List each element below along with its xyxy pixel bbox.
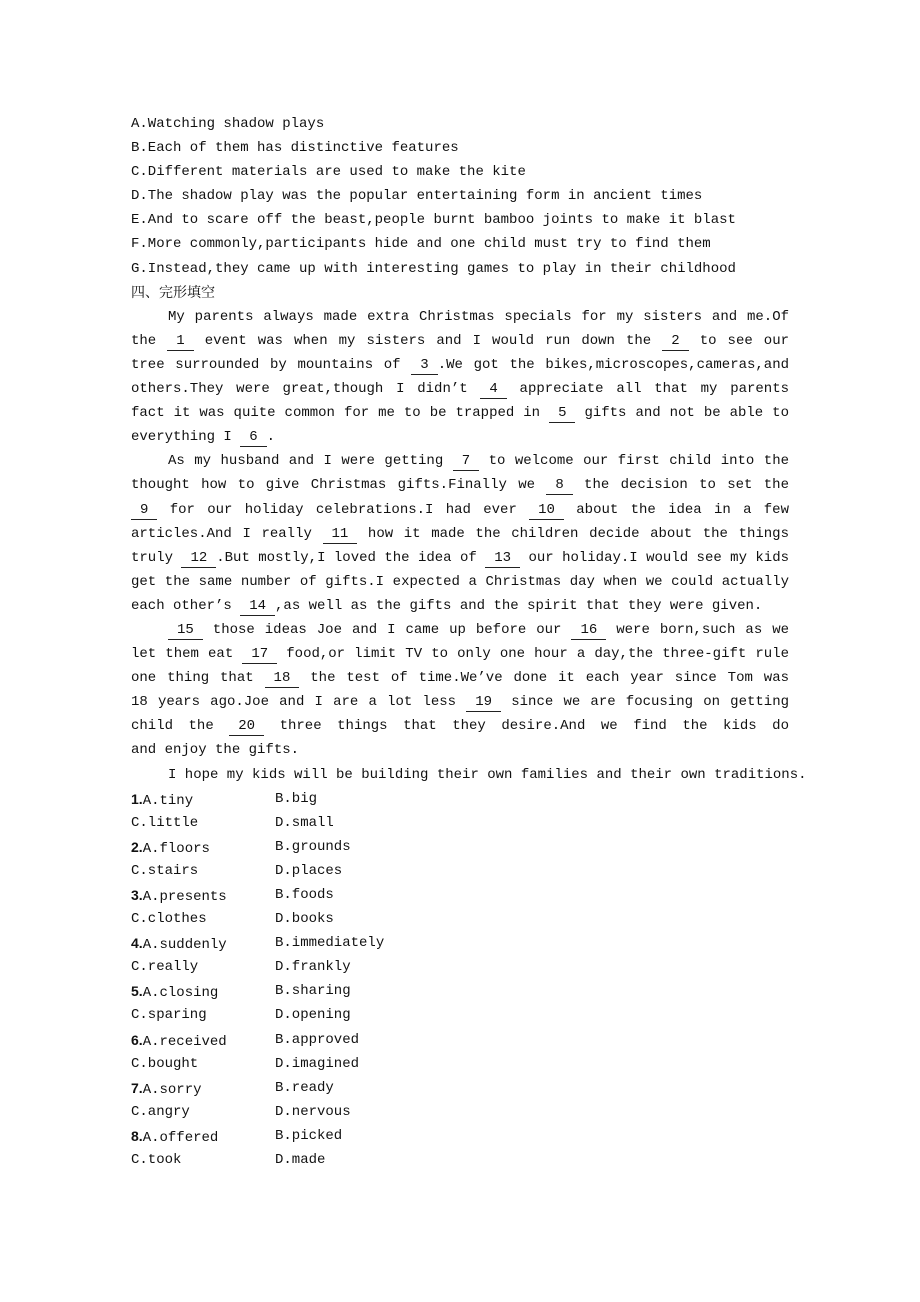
text-segment: the	[131, 332, 168, 349]
blank-12: 12	[181, 550, 216, 568]
text-line	[131, 690, 789, 714]
text-line	[131, 305, 789, 329]
option-c: C.took	[131, 1152, 182, 1169]
document-page	[131, 112, 807, 1172]
option-b: B.grounds	[275, 838, 351, 855]
blank-13: 13	[485, 550, 520, 568]
text-segment: child the	[131, 718, 230, 735]
text-segment: and enjoy the gifts.	[131, 742, 300, 759]
question-number: 7.	[131, 1079, 143, 1096]
text-segment: three things that they desire.And we find the kids do	[279, 718, 789, 735]
question-1-row-ab	[131, 787, 789, 811]
question-4-row-ab	[131, 931, 789, 955]
text-segment: one thing that	[131, 670, 265, 687]
question-4-row-cd	[131, 955, 789, 979]
blank-7: 7	[453, 453, 479, 471]
option-c: C.little	[131, 814, 199, 831]
text-segment: articles.And I really	[131, 525, 323, 542]
question-7-row-ab	[131, 1076, 789, 1100]
blank-8: 8	[546, 477, 572, 495]
option-a: A.tiny	[142, 792, 194, 809]
sentence-option: D.The shadow play was the popular entertaining form in ancient times	[131, 188, 703, 205]
question-6-row-ab	[131, 1028, 789, 1052]
option-c: C.angry	[131, 1103, 190, 1120]
blank-19: 19	[466, 694, 501, 712]
question-2-row-ab	[131, 835, 789, 859]
sentence-option: E.And to scare off the beast,people burnt bamboo joints to make it blast	[131, 212, 736, 229]
text-line	[131, 594, 789, 618]
text-segment: .We got the bikes,microscopes,cameras,and	[437, 356, 789, 373]
text-segment: to see our	[699, 332, 789, 349]
text-segment: get the same number of gifts.I expected a Christmas day when we could actually	[131, 573, 789, 590]
text-segment: tree surrounded by mountains of	[131, 356, 412, 373]
question-8-row-ab	[131, 1124, 789, 1148]
blank-17: 17	[242, 646, 277, 664]
question-1-row-cd	[131, 811, 789, 835]
text-segment: how it made the children decide about the things	[367, 525, 789, 542]
text-line	[131, 353, 789, 377]
option-c: C.stairs	[131, 862, 199, 879]
text-segment: the decision to set the	[584, 477, 789, 494]
blank-14: 14	[240, 598, 275, 616]
option-a: A.floors	[142, 840, 210, 857]
blank-9: 9	[131, 502, 157, 520]
sentence-option: G.Instead,they came up with interesting games to play in their childhood	[131, 260, 736, 277]
question-number: 8.	[131, 1127, 143, 1144]
option-a: A.suddenly	[142, 937, 227, 954]
text-line	[131, 666, 789, 690]
text-segment: .	[266, 429, 276, 446]
sentence-option: C.Different materials are used to make the kite	[131, 164, 526, 181]
text-segment: I hope my kids will be building their own families and their own traditions.	[168, 766, 807, 783]
option-cell	[131, 1028, 275, 1052]
paragraph	[131, 763, 807, 787]
blank-2: 2	[662, 333, 688, 351]
text-segment: As my husband and I were getting	[168, 453, 453, 470]
option-d: D.small	[275, 814, 334, 831]
text-segment: let them eat	[131, 646, 243, 663]
option-d: D.made	[275, 1152, 326, 1169]
text-segment: the test of time.We’ve done it each year since Tom was	[310, 670, 789, 687]
blank-4: 4	[480, 381, 506, 399]
sentence-option: F.More commonly,participants hide and one child must try to find them	[131, 236, 711, 253]
option-d: D.imagined	[275, 1055, 360, 1072]
blank-11: 11	[323, 526, 358, 544]
text-segment: others.They were great,though I didn’t	[131, 381, 481, 398]
question-number: 1.	[131, 790, 143, 807]
text-segment: our holiday.I would see my kids	[520, 549, 789, 566]
text-segment: those ideas Joe and I came up before our	[202, 621, 572, 638]
blank-15: 15	[168, 622, 203, 640]
option-c: C.clothes	[131, 911, 207, 928]
text-line	[131, 546, 789, 570]
blank-16: 16	[571, 622, 606, 640]
blank-5: 5	[549, 405, 575, 423]
blank-1: 1	[167, 333, 193, 351]
text-segment: My parents always made extra Christmas specials for my sisters and me.Of	[168, 308, 789, 325]
question-6-row-cd	[131, 1052, 789, 1076]
option-cell	[131, 787, 275, 811]
text-segment: fact it was quite common for me to be trapped in	[131, 405, 550, 422]
option-a: A.sorry	[142, 1081, 202, 1098]
question-number: 4.	[131, 935, 143, 952]
question-7-row-cd	[131, 1100, 789, 1124]
text-segment: since we are focusing on getting	[511, 694, 789, 711]
question-number: 3.	[131, 887, 143, 903]
question-options-list	[131, 787, 789, 1173]
option-b: B.approved	[275, 1031, 360, 1048]
option-c: C.sparing	[131, 1007, 207, 1024]
blank-18: 18	[265, 670, 300, 688]
text-line	[131, 738, 789, 762]
text-segment: for our holiday celebrations.I had ever	[157, 501, 530, 518]
option-a: A.received	[142, 1033, 227, 1050]
option-d: D.opening	[275, 1007, 351, 1024]
text-segment: everything I	[131, 429, 241, 446]
text-line	[131, 377, 789, 401]
option-a: A.offered	[142, 1129, 219, 1146]
option-d: D.books	[275, 911, 334, 928]
option-d: D.nervous	[275, 1103, 351, 1120]
text-segment: about the idea in a few	[576, 501, 789, 518]
text-line	[131, 570, 789, 594]
option-cell	[131, 1124, 275, 1148]
option-cell	[131, 979, 275, 1003]
sentence-options-list	[131, 112, 789, 281]
question-number: 2.	[131, 838, 143, 855]
text-segment: each other’s	[131, 597, 241, 614]
option-b: B.immediately	[275, 935, 385, 952]
sentence-option: B.Each of them has distinctive features	[131, 140, 459, 157]
text-segment: event was when my sisters and I would run down the	[193, 332, 663, 349]
text-line	[131, 763, 807, 787]
option-cell	[131, 1076, 275, 1100]
option-b: B.ready	[275, 1079, 334, 1096]
text-line	[131, 522, 789, 546]
option-c: C.bought	[131, 1055, 199, 1072]
text-segment: 18 years ago.Joe and I are a lot less	[131, 694, 467, 711]
question-3-row-ab	[131, 883, 789, 907]
option-cell	[131, 883, 275, 907]
paragraph	[131, 305, 789, 450]
text-segment: thought how to give Christmas gifts.Finally we	[131, 477, 547, 494]
text-line	[131, 618, 789, 642]
option-cell	[131, 835, 275, 859]
option-d: D.frankly	[275, 959, 351, 976]
option-b: B.picked	[275, 1127, 343, 1144]
text-segment: food,or limit TV to only one hour a day,the three-gift rule	[286, 646, 789, 663]
question-number: 6.	[131, 1031, 143, 1048]
text-segment: truly	[131, 549, 182, 566]
paragraph	[131, 618, 789, 763]
section-heading: 四、完形填空	[131, 284, 215, 301]
question-5-row-ab	[131, 979, 789, 1003]
sentence-option: A.Watching shadow plays	[131, 116, 325, 132]
question-8-row-cd	[131, 1148, 789, 1172]
text-line	[131, 329, 789, 353]
option-b: B.sharing	[275, 983, 351, 1000]
option-c: C.really	[131, 959, 199, 976]
text-line	[131, 401, 789, 425]
option-b: B.big	[275, 790, 318, 807]
text-line	[131, 498, 789, 522]
option-b: B.foods	[275, 887, 334, 903]
text-segment: appreciate all that my parents	[519, 381, 789, 398]
text-segment: gifts and not be able to	[584, 405, 789, 422]
option-a: A.closing	[142, 985, 219, 1002]
cloze-passage	[131, 305, 807, 787]
option-d: D.places	[275, 862, 343, 879]
question-3-row-cd	[131, 907, 789, 931]
text-segment: ,as well as the gifts and the spirit that they were given.	[275, 597, 763, 614]
blank-10: 10	[529, 502, 564, 520]
text-line	[131, 714, 789, 738]
option-cell	[131, 931, 275, 955]
text-segment: to welcome our first child into the	[488, 453, 789, 470]
blank-6: 6	[240, 429, 266, 447]
question-5-row-cd	[131, 1003, 789, 1027]
option-a: A.presents	[142, 889, 227, 905]
text-line	[131, 425, 789, 449]
paragraph	[131, 449, 789, 618]
text-line	[131, 473, 789, 497]
blank-3: 3	[411, 357, 437, 375]
text-line	[131, 449, 789, 473]
blank-20: 20	[229, 718, 264, 736]
text-segment: .But mostly,I loved the idea of	[216, 549, 486, 566]
text-line	[131, 642, 789, 666]
question-number: 5.	[131, 983, 143, 1000]
text-segment: were born,such as we	[616, 621, 789, 638]
question-2-row-cd	[131, 859, 789, 883]
